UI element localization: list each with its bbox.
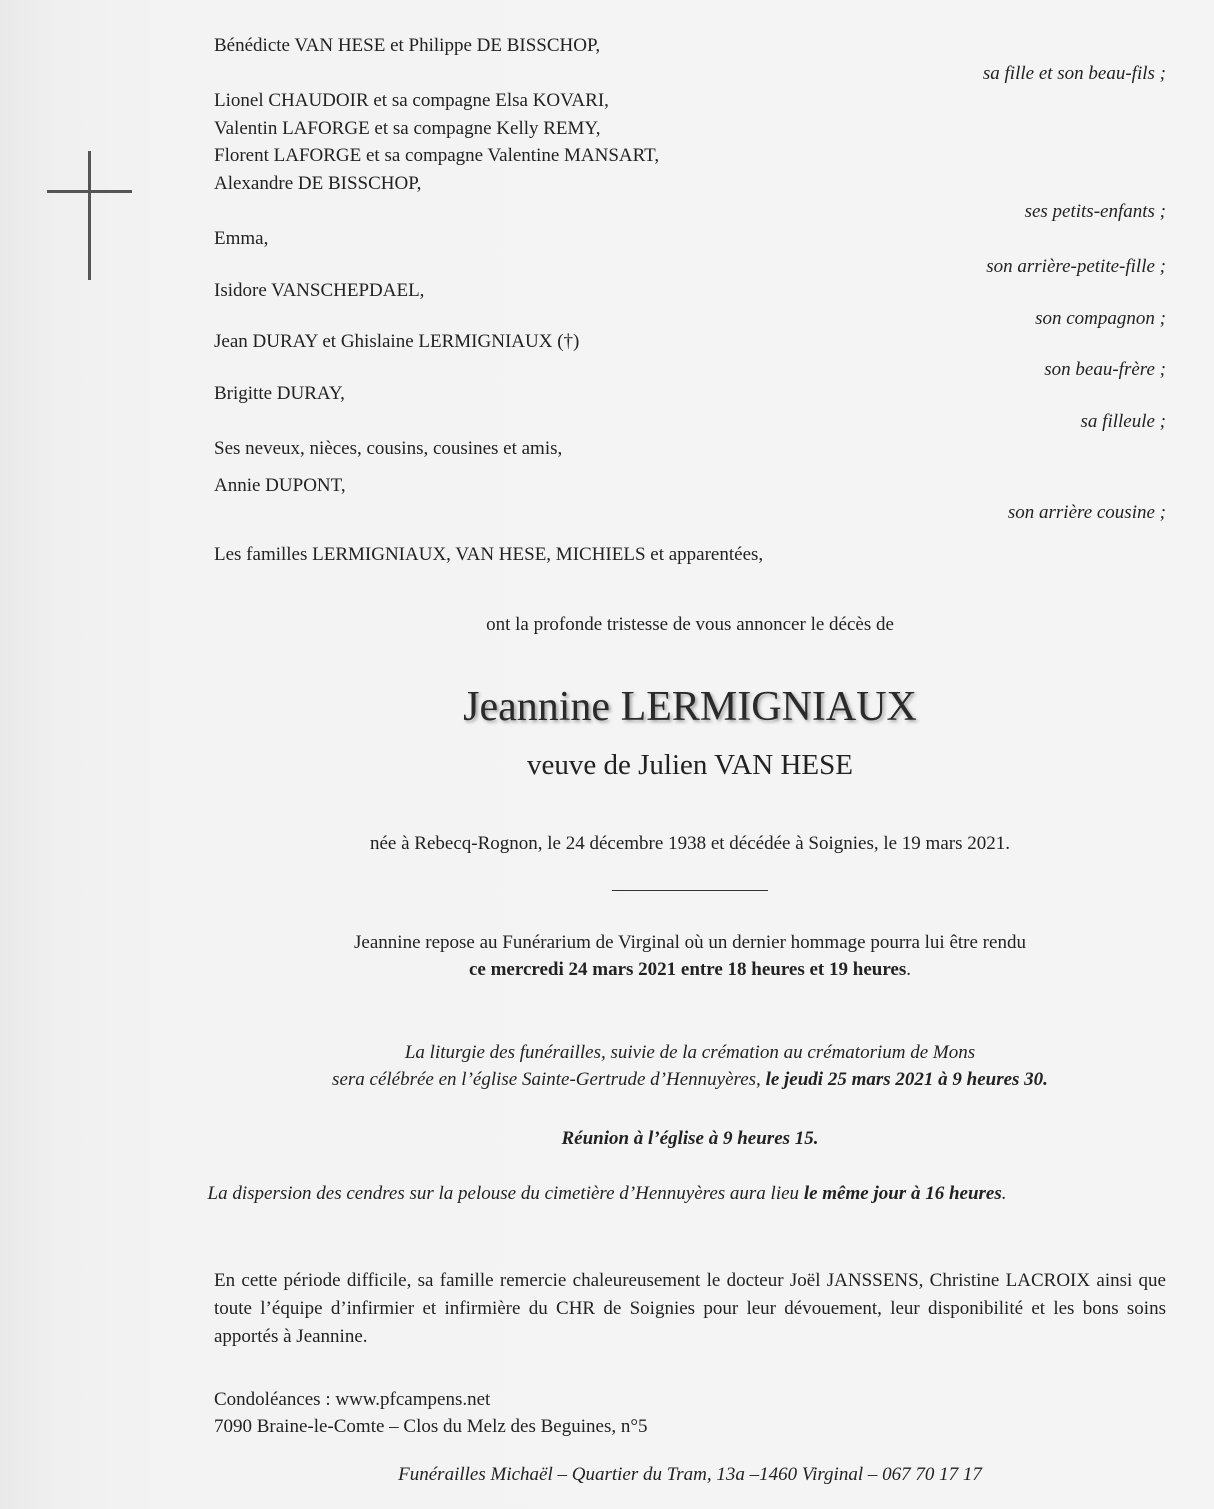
family-name: Isidore VANSCHEPDAEL, [214,280,425,301]
announcement-text: ont la profonde tristesse de vous annoncer le décès de [486,614,894,635]
dispersion-line [0,1183,1214,1205]
family-name: Alexandre DE BISSCHOP, [214,173,422,194]
meeting-time: Réunion à l’église à 9 heures 15. [561,1128,819,1149]
funeral-text: La liturgie des funérailles, suivie de la crémation au crématorium de Mons [404,1042,976,1063]
funeral-church: sera célébrée en l’église Sainte-Gertrude d’Hennuyères, [332,1069,766,1090]
funeral-home-footer: Funérailles Michaël – Quartier du Tram, 13a –1460 Virginal – 067 70 17 17 [398,1464,982,1485]
family-name: Lionel CHAUDOIR et sa compagne Elsa KOVARI, [214,90,609,111]
family-name: Valentin LAFORGE et sa compagne Kelly REMY, [214,118,601,139]
family-relation: son compagnon ; [1035,308,1166,329]
family-name: Emma, [214,228,269,249]
dispersion-text: La dispersion des cendres sur la pelouse du cimetière d’Hennuyères aura lieu [207,1183,804,1204]
family-name: Brigitte DURAY, [214,383,345,404]
cross-icon [88,151,91,280]
visitation-end: . [906,959,911,980]
dispersion-when: le même jour à 16 heures [803,1183,1002,1204]
deceased-name: Jeannine LERMIGNIAUX [463,684,917,730]
funeral-when: le jeudi 25 mars 2021 à 9 heures 30. [765,1069,1048,1090]
separator-line [612,890,768,891]
dispersion-end: . [1001,1183,1007,1204]
family-name: Ses neveux, nièces, cousins, cousines et amis, [214,438,563,459]
visitation-date [0,959,1214,981]
family-relation: ses petits-enfants ; [1024,201,1166,222]
thanks-paragraph: En cette période difficile, sa famille remercie chaleureusement le docteur Joël JANSSENS, Christine LACROIX ainsi que toute l’équipe d’infirmier et infirmière du CHR de Soignies pour leur dévouement, leur disponibilité et les bons soins apportés à Jeannine. [214,1270,1166,1347]
family-name: Jean DURAY et Ghislaine LERMIGNIAUX (†) [214,331,580,352]
family-name: Florent LAFORGE et sa compagne Valentine MANSART, [214,145,660,166]
visitation-text: Jeannine repose au Funérarium de Virginal où un dernier hommage pourra lui être rendu [354,932,1026,953]
family-relation: sa filleule ; [1080,411,1166,432]
widow-of: veuve de Julien VAN HESE [527,749,853,781]
family-relation: sa fille et son beau-fils ; [982,63,1166,84]
family-relation: son arrière-petite-fille ; [986,256,1166,277]
condolences-line: Condoléances : www.pfcampens.net [214,1389,491,1410]
family-relation: son arrière cousine ; [1007,502,1166,523]
family-name: Les familles LERMIGNIAUX, VAN HESE, MICHIELS et apparentées, [214,544,764,565]
birth-death-dates: née à Rebecq-Rognon, le 24 décembre 1938 et décédée à Soignies, le 19 mars 2021. [370,833,1010,854]
family-relation: son beau-frère ; [1044,359,1166,380]
funeral-meeting [0,1128,1214,1150]
visitation-when: ce mercredi 24 mars 2021 entre 18 heures et 19 heures [468,959,907,980]
address-line: 7090 Braine-le-Comte – Clos du Melz des Beguines, n°5 [214,1416,648,1437]
cross-icon-bar [47,190,132,193]
family-name: Annie DUPONT, [214,475,346,496]
funeral-line [0,1069,1214,1091]
family-name: Bénédicte VAN HESE et Philippe DE BISSCHOP, [214,35,601,56]
